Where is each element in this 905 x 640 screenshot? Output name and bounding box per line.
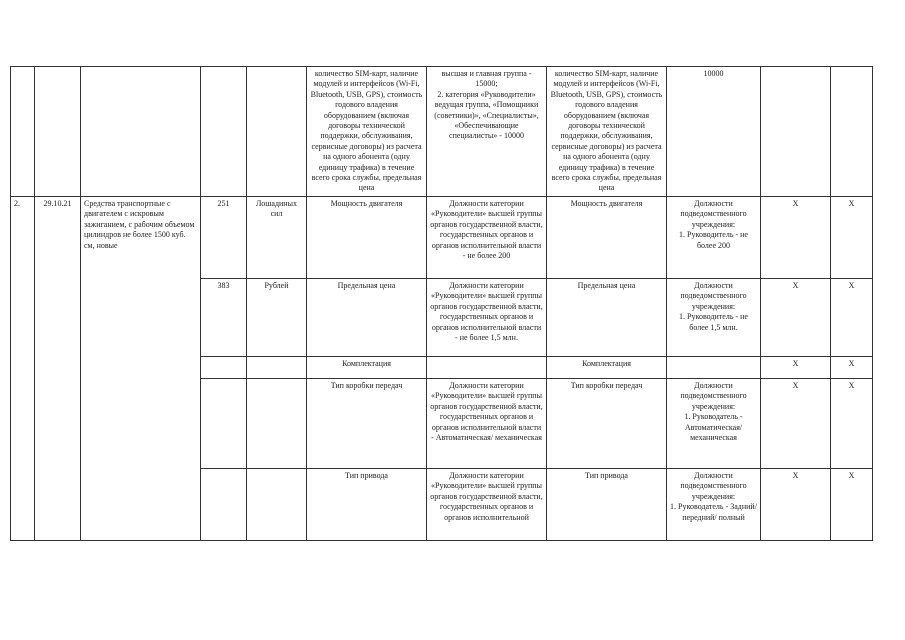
value-cell-2: Должности подведомственного учреждения: 1. Руководатель - Автоматическая/ механическая xyxy=(667,378,761,468)
characteristic-cell-2: Мощность двигателя xyxy=(547,196,667,278)
characteristic-cell: количество SIM-карт, наличие модулей и интерфейсов (Wi-Fi, Bluetooth, USB, GPS), стоимость годового владения оборудованием (включая договоры технической поддержки, обслуживания, сервисные договоры) из расчета на одного абонента (одну единицу трафика) в течение всего срока службы, предельная цена xyxy=(307,67,427,197)
row-number-cell xyxy=(11,67,35,197)
item-name-cell xyxy=(81,67,201,197)
unit-cell xyxy=(247,67,307,197)
unit-cell xyxy=(247,378,307,468)
justification-cell: X xyxy=(761,378,831,468)
characteristic-cell: Мощность двигателя xyxy=(307,196,427,278)
item-name-cell: Средства транспортные с двигателем с искровым зажиганием, с рабочим объемом цилиндров не более 1500 куб. см, новые xyxy=(81,196,201,540)
table-row xyxy=(11,196,873,278)
value-cell: Должности категории «Руководители» высшей группы органов государственной власти, государственных органов и органов исполнительной власти - Автоматическая/ механическая xyxy=(427,378,547,468)
characteristic-cell: Комплектация xyxy=(307,356,427,378)
justification-cell: X xyxy=(761,278,831,356)
code-cell xyxy=(201,378,247,468)
row-number-cell: 2. xyxy=(11,196,35,540)
justification-cell: X xyxy=(761,196,831,278)
value-cell-2: Должности подведомственного учреждения: 1. Руководатель - Задний/передний/ полный xyxy=(667,468,761,540)
unit-cell: Лошадиных сил xyxy=(247,196,307,278)
code-cell: 251 xyxy=(201,196,247,278)
justification-cell xyxy=(761,67,831,197)
value-cell-2: 10000 xyxy=(667,67,761,197)
code-cell: 383 xyxy=(201,278,247,356)
function-cell: X xyxy=(831,278,873,356)
function-cell: X xyxy=(831,196,873,278)
value-cell-2: Должности подведомственного учреждения: 1. Руководитель - не более 200 xyxy=(667,196,761,278)
characteristic-cell-2: Тип коробки передач xyxy=(547,378,667,468)
characteristic-cell-2: Тип привода xyxy=(547,468,667,540)
justification-cell: X xyxy=(761,356,831,378)
code-cell xyxy=(201,356,247,378)
value-cell xyxy=(427,356,547,378)
function-cell: X xyxy=(831,356,873,378)
value-cell: Должности категории «Руководители» высшей группы органов государственной власти, государственных органов и органов исполнительной xyxy=(427,468,547,540)
function-cell: X xyxy=(831,378,873,468)
date-cell xyxy=(35,67,81,197)
unit-cell: Рублей xyxy=(247,278,307,356)
date-cell: 29.10.21 xyxy=(35,196,81,540)
value-cell: высшая и главная группа - 15000; 2. категория «Руководители» ведущая группа, «Помощники (советники)», «Специалисты», «Обеспечивающие специалисты» - 10000 xyxy=(427,67,547,197)
code-cell xyxy=(201,468,247,540)
characteristic-cell: Предельная цена xyxy=(307,278,427,356)
characteristic-cell: Тип привода xyxy=(307,468,427,540)
characteristic-cell-2: Предельная цена xyxy=(547,278,667,356)
justification-cell: X xyxy=(761,468,831,540)
table-row xyxy=(11,67,873,197)
function-cell xyxy=(831,67,873,197)
function-cell: X xyxy=(831,468,873,540)
code-cell xyxy=(201,67,247,197)
value-cell-2 xyxy=(667,356,761,378)
value-cell: Должности категории «Руководители» высшей группы органов государственной власти, государственных органов и органов исполнительной власти - не более 200 xyxy=(427,196,547,278)
value-cell-2: Должности подведомственного учреждения: 1. Руководитель - не более 1,5 млн. xyxy=(667,278,761,356)
value-cell: Должности категории «Руководители» высшей группы органов государственной власти, государственных органов и органов исполнительной власти - не более 1,5 млн. xyxy=(427,278,547,356)
characteristic-cell-2: Комплектация xyxy=(547,356,667,378)
characteristic-cell-2: количество SIM-карт, наличие модулей и интерфейсов (Wi-Fi, Bluetooth, USB, GPS), стоимость годового владения оборудованием (включая договоры технической поддержки, обслуживания, сервисные договоры) из расчета на одного абонента (одну единицу трафика) в течение всего срока службы, предельная цена xyxy=(547,67,667,197)
unit-cell xyxy=(247,356,307,378)
unit-cell xyxy=(247,468,307,540)
requirements-table xyxy=(10,66,873,541)
characteristic-cell: Тип коробки передач xyxy=(307,378,427,468)
